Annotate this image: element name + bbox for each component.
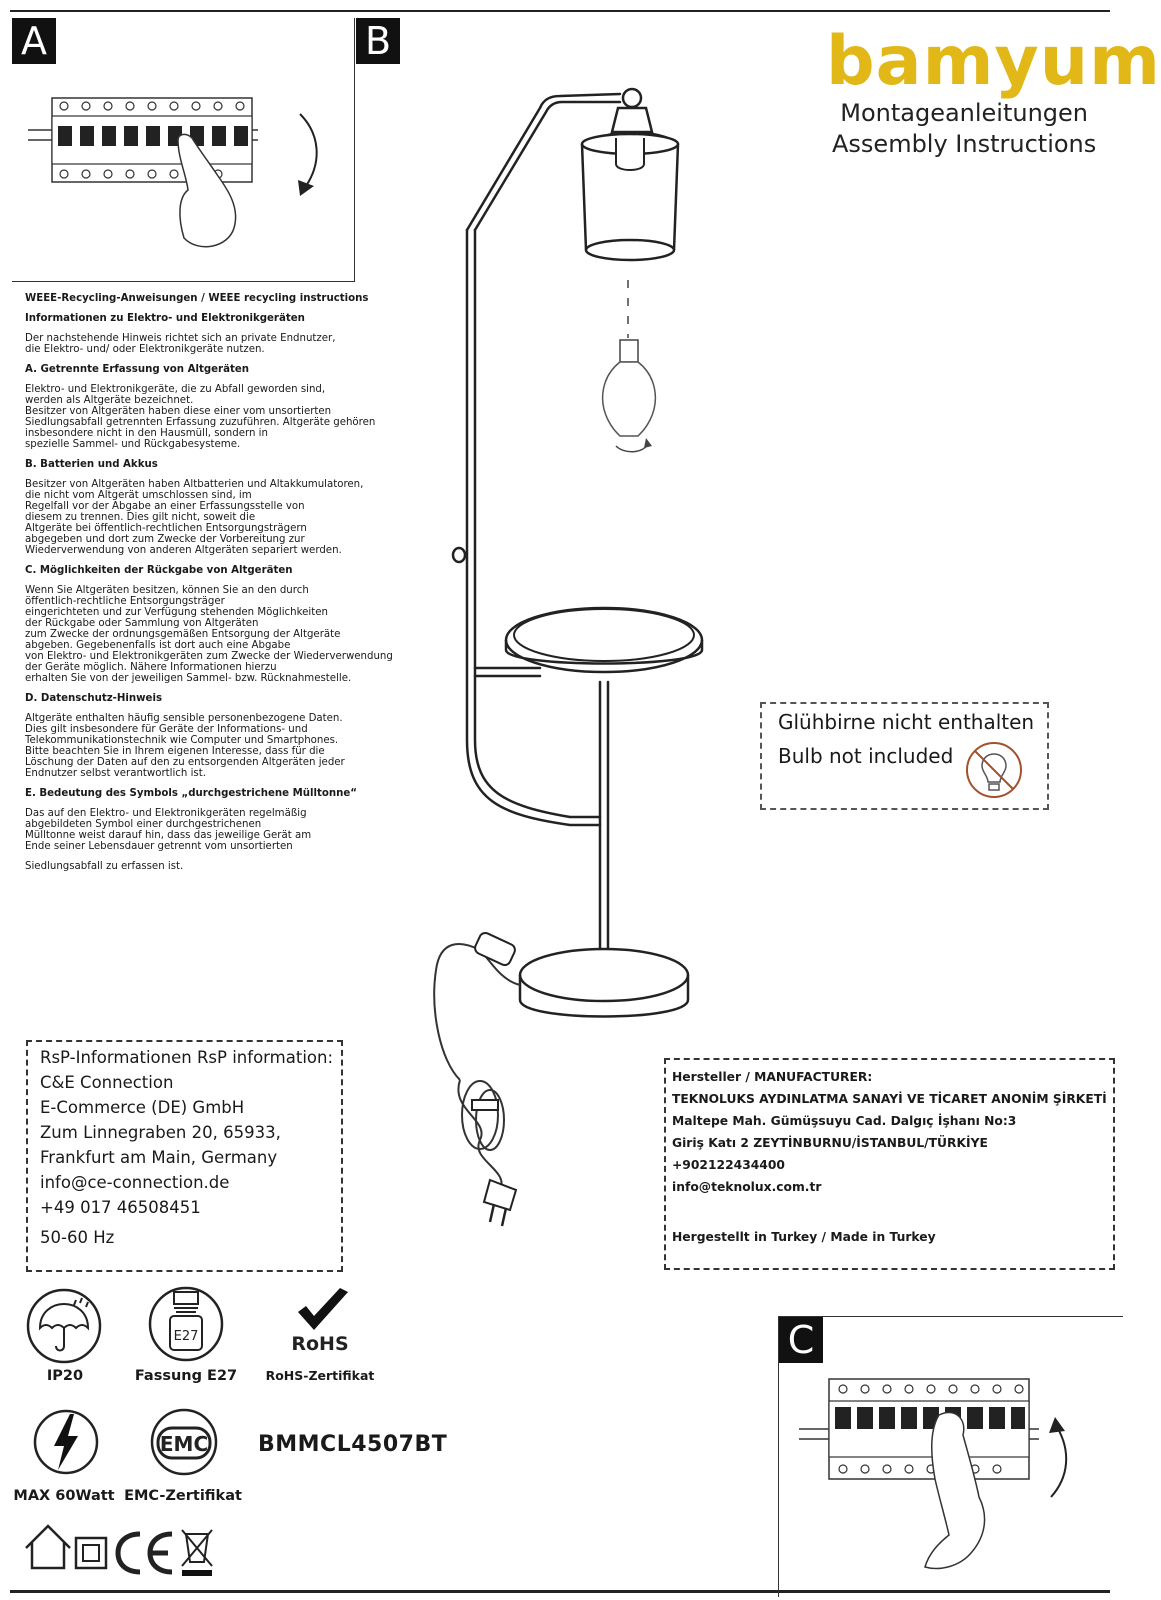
weee-subtitle: Informationen zu Elektro- und Elektronikgeräten [25,313,305,324]
rsp-street: Zum Linnegraben 20, 65933, [40,1123,281,1142]
bulb-not-included-notice [760,702,1049,810]
title-de: Montageanleitungen [840,99,1089,127]
mfr-company: TEKNOLUKS AYDINLATMA SANAYİ VE TİCARET ANONİM ŞİRKETİ [672,1092,1107,1106]
bulb-notice-de: Glühbirne nicht enthalten [778,710,1035,734]
title-en: Assembly Instructions [832,130,1097,158]
emc-inner-text: EMC [159,1432,209,1456]
weee-section-c-text: Wenn Sie Altgeräten besitzen, können Sie an den durch öffentlich-rechtliche Entsorgungsträger eingerichteten und zur Verfügung stehenden Möglichkeiten der Rückgabe oder Sammlung von Altgeräten zum Zwecke der ordnungsgemäßen Entsorgung der Altgeräte abgeben. Gegebenenfalls ist dort auch eine Abgabe von Elektro- und Elektronikgeräten zum Zwecke der Wiederverwendung der Geräte möglich. Nähere Informationen hierzu erhalten Sie von der jeweiligen Sammel- bzw. Rücknahmestelle. [25,585,393,684]
weee-section-b-text: Besitzer von Altgeräten haben Altbatterien und Altakkumulatoren, die nicht vom Altgerät umschlossen sind, im Regelfall vor der Abgabe an einer Erfassungsstelle von diesem zu trennen. Dies gilt nicht, soweit die Altgeräte bei öffentlich-rechtlichen Entsorgungsträgern abgegeben und dort zum Zwecke der Vorbereitung zur Wiederverwendung von anderen Altgeräten separiert werden. [25,479,364,556]
emc-label: EMC-Zertifikat [124,1488,242,1504]
mfr-phone: +902122434400 [672,1158,785,1172]
rsp-company-sub: E-Commerce (DE) GmbH [40,1098,245,1117]
rsp-frequency: 50-60 Hz [40,1228,115,1247]
ip20-label: IP20 [46,1368,84,1384]
weee-instructions [25,293,455,881]
rsp-title: RsP-Informationen RsP information: [40,1048,334,1067]
rohs-label: RoHS-Zertifikat [265,1368,375,1383]
compliance-symbols [22,1518,232,1578]
mfr-address-1: Maltepe Mah. Gümüşsuyu Cad. Dalgıç İşhanı No:3 [672,1114,1017,1128]
weee-section-b-heading: B. Batterien und Akkus [25,459,158,470]
weee-section-a-text: Elektro- und Elektronikgeräte, die zu Abfall geworden sind, werden als Altgeräte bezeichnet. Besitzer von Altgeräten haben diese einer vom unsortierten Siedlungsabfall getrennten Erfassung zuzuführen. Altgeräte gehören insbesondere nicht in den Hausmüll, sondern in spezielle Sammel- und Rückgabesysteme. [25,384,376,450]
weee-closing: Siedlungsabfall zu erfassen ist. [25,861,184,872]
umbrella-rain-icon [26,1288,106,1368]
mfr-email: info@teknolux.com.tr [672,1180,822,1194]
manufacturer-box [664,1058,1115,1270]
rohs-inner-text: RoHS [291,1333,349,1355]
lightning-icon [32,1408,102,1478]
rsp-city: Frankfurt am Main, Germany [40,1148,278,1167]
class-ii-icon [76,1538,106,1568]
rsp-phone: +49 017 46508451 [40,1198,201,1217]
step-c-tag: C [779,1317,823,1363]
mfr-made-in: Hergestellt in Turkey / Made in Turkey [672,1230,936,1244]
rohs-check-icon [284,1286,364,1356]
step-a-panel [12,18,355,282]
bulb-notice-en: Bulb not included [778,744,954,768]
rsp-email: info@ce-connection.de [40,1173,230,1192]
weee-title: WEEE-Recycling-Anweisungen / WEEE recycling instructions [25,293,369,304]
brand-logo: bamyum [826,22,1161,101]
indoor-use-icon [26,1526,70,1568]
lamp-socket-icon [148,1286,228,1366]
model-number: BMMCL4507BT [258,1432,448,1457]
breaker-off-illustration [28,78,348,278]
page-title [832,98,1096,160]
step-c-panel [778,1316,1123,1597]
ce-mark-icon [118,1534,172,1572]
weee-section-e-text: Das auf den Elektro- und Elektronikgeräten regelmäßig abgebildeten Symbol einer durchgestrichenen Mülltonne weist darauf hin, dass das jeweilige Gerät am Ende seiner Lebensdauer getrennt vom unsortierten [25,808,312,852]
weee-section-c-heading: C. Möglichkeiten der Rückgabe von Altgeräten [25,565,293,576]
weee-intro: Der nachstehende Hinweis richtet sich an private Endnutzer, die Elektro- und/ oder Elektronikgeräte nutzen. [25,333,336,355]
weee-section-a-heading: A. Getrennte Erfassung von Altgeräten [25,364,249,375]
step-a-tag: A [12,18,56,64]
weee-section-d-heading: D. Datenschutz-Hinweis [25,693,163,704]
mfr-title: Hersteller / MANUFACTURER: [672,1070,873,1084]
e27-label: Fassung E27 [134,1368,238,1384]
emc-icon [148,1408,224,1478]
watt-label: MAX 60Watt [13,1488,115,1504]
weee-bin-icon [182,1530,212,1576]
weee-section-e-heading: E. Bedeutung des Symbols „durchgestrichene Mülltonne“ [25,788,357,799]
rsp-company: C&E Connection [40,1073,174,1092]
no-bulb-icon [962,740,1026,800]
mfr-address-2: Giriş Katı 2 ZEYTİNBURNU/İSTANBUL/TÜRKİYE [672,1136,988,1150]
e27-inner-text: E27 [173,1329,199,1344]
breaker-on-illustration [799,1367,1119,1597]
step-b-tag: B [356,18,400,64]
rsp-info-box [26,1040,343,1272]
weee-section-d-text: Altgeräte enthalten häufig sensible personenbezogene Daten. Dies gilt insbesondere für Geräte der Informations- und Telekommunikationstechnik wie Computer und Smartphones. Bitte beachten Sie in Ihrem eigenen Interesse, dass für die Löschung der Daten auf den zu entsorgenden Altgeräten jeder Endnutzer selbst verantwortlich ist. [25,713,345,779]
